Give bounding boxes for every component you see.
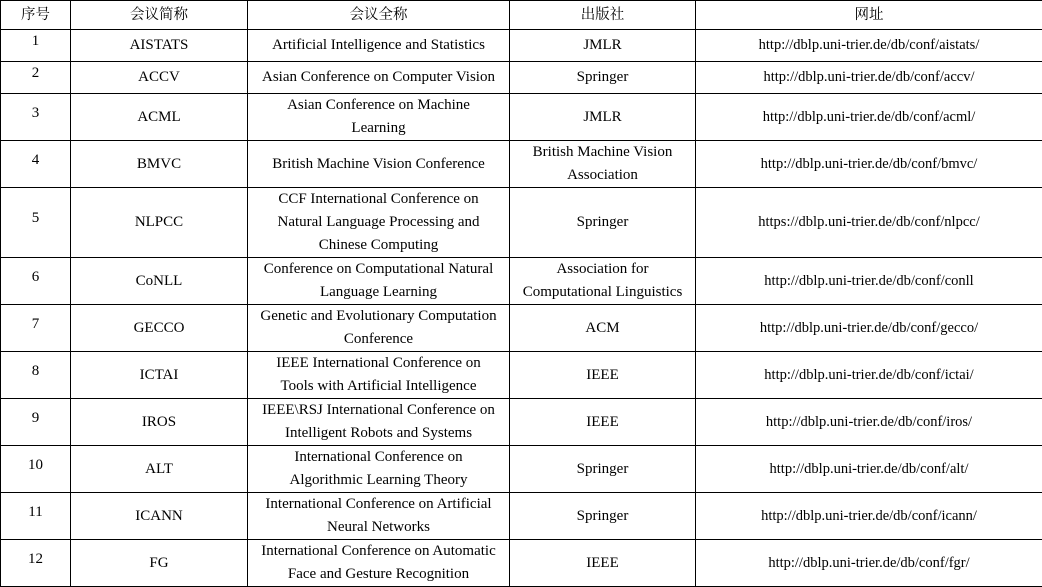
cell-abbr: BMVC [71,141,248,188]
cell-full-name-line: Conference on Computational Natural [264,261,494,277]
cell-no: 1 [1,30,71,62]
cell-full-name-line: International Conference on [294,449,462,465]
table-row [1,446,1042,493]
cell-publisher-line: Computational Linguistics [523,284,683,300]
header-url: 网址 [696,1,1042,30]
header-abbr: 会议简称 [71,1,248,30]
cell-full-name [248,399,510,446]
cell-full-name [248,30,510,62]
cell-full-name [248,62,510,94]
cell-full-name-line: International Conference on Automatic [261,543,496,559]
cell-no: 11 [1,493,71,540]
cell-publisher [510,305,696,352]
cell-publisher [510,188,696,258]
cell-full-name-line: Artificial Intelligence and Statistics [272,37,485,53]
cell-full-name [248,305,510,352]
table-row [1,62,1042,94]
cell-publisher-line: Springer [577,69,629,85]
table-row [1,258,1042,305]
cell-no: 5 [1,188,71,258]
cell-url: http://dblp.uni-trier.de/db/conf/gecco/ [696,305,1042,352]
cell-url: http://dblp.uni-trier.de/db/conf/fgr/ [696,540,1042,587]
cell-full-name [248,352,510,399]
cell-no: 10 [1,446,71,493]
cell-url: http://dblp.uni-trier.de/db/conf/ictai/ [696,352,1042,399]
table-row [1,493,1042,540]
table-row [1,352,1042,399]
cell-publisher-line: ACM [585,320,619,336]
cell-abbr: NLPCC [71,188,248,258]
cell-full-name [248,141,510,188]
cell-publisher [510,30,696,62]
cell-url: http://dblp.uni-trier.de/db/conf/acml/ [696,94,1042,141]
cell-url: http://dblp.uni-trier.de/db/conf/aistats/ [696,30,1042,62]
table-row [1,540,1042,587]
cell-url: http://dblp.uni-trier.de/db/conf/icann/ [696,493,1042,540]
cell-publisher-line: Springer [577,508,629,524]
cell-abbr: ICANN [71,493,248,540]
cell-full-name-line: CCF International Conference on [278,191,478,207]
cell-full-name-line: IEEE International Conference on [276,355,481,371]
cell-url: http://dblp.uni-trier.de/db/conf/conll [696,258,1042,305]
cell-publisher [510,540,696,587]
cell-publisher [510,352,696,399]
table-row [1,305,1042,352]
cell-full-name-line: Language Learning [320,284,437,300]
cell-full-name-line: Tools with Artificial Intelligence [281,378,477,394]
cell-full-name-line: Asian Conference on Computer Vision [262,69,495,85]
cell-publisher-line: IEEE [586,414,618,430]
table-row [1,188,1042,258]
table-row [1,94,1042,141]
cell-no: 12 [1,540,71,587]
cell-url: https://dblp.uni-trier.de/db/conf/nlpcc/ [696,188,1042,258]
cell-publisher-line: IEEE [586,367,618,383]
table-row [1,141,1042,188]
table-row [1,30,1042,62]
cell-publisher-line: Springer [577,214,629,230]
cell-publisher [510,141,696,188]
cell-full-name-line: Chinese Computing [319,237,439,253]
cell-url: http://dblp.uni-trier.de/db/conf/iros/ [696,399,1042,446]
cell-full-name-line: Learning [351,120,405,136]
cell-publisher-line: Association for [556,261,648,277]
cell-no: 7 [1,305,71,352]
cell-full-name-line: Neural Networks [327,519,430,535]
cell-publisher-line: JMLR [583,37,621,53]
cell-publisher [510,258,696,305]
cell-full-name [248,94,510,141]
table-row [1,399,1042,446]
cell-full-name-line: Conference [344,331,413,347]
cell-full-name-line: Asian Conference on Machine [287,97,470,113]
cell-publisher [510,94,696,141]
cell-no: 9 [1,399,71,446]
cell-abbr: ACCV [71,62,248,94]
header-publisher: 出版社 [510,1,696,30]
cell-abbr: ALT [71,446,248,493]
cell-abbr: ICTAI [71,352,248,399]
header-full-name: 会议全称 [248,1,510,30]
cell-publisher-line: JMLR [583,109,621,125]
cell-no: 8 [1,352,71,399]
cell-url: http://dblp.uni-trier.de/db/conf/accv/ [696,62,1042,94]
header-row [1,1,1042,30]
cell-full-name-line: Natural Language Processing and [277,214,479,230]
cell-full-name [248,188,510,258]
cell-full-name [248,258,510,305]
cell-publisher-line: Association [567,167,638,183]
cell-full-name-line: Face and Gesture Recognition [288,566,469,582]
cell-full-name-line: International Conference on Artificial [265,496,491,512]
cell-no: 4 [1,141,71,188]
cell-abbr: CoNLL [71,258,248,305]
cell-abbr: AISTATS [71,30,248,62]
cell-full-name-line: Algorithmic Learning Theory [289,472,467,488]
cell-no: 3 [1,94,71,141]
cell-no: 6 [1,258,71,305]
cell-abbr: FG [71,540,248,587]
cell-publisher-line: IEEE [586,555,618,571]
cell-full-name-line: British Machine Vision Conference [272,156,485,172]
cell-full-name-line: IEEE\RSJ International Conference on [262,402,495,418]
cell-no: 2 [1,62,71,94]
cell-publisher [510,62,696,94]
cell-url: http://dblp.uni-trier.de/db/conf/alt/ [696,446,1042,493]
cell-full-name [248,446,510,493]
cell-full-name-line: Genetic and Evolutionary Computation [260,308,496,324]
cell-publisher [510,446,696,493]
cell-publisher-line: Springer [577,461,629,477]
header-no: 序号 [1,1,71,30]
cell-publisher-line: British Machine Vision [533,144,673,160]
cell-publisher [510,493,696,540]
cell-abbr: ACML [71,94,248,141]
cell-url: http://dblp.uni-trier.de/db/conf/bmvc/ [696,141,1042,188]
cell-full-name-line: Intelligent Robots and Systems [285,425,472,441]
cell-abbr: IROS [71,399,248,446]
cell-full-name [248,493,510,540]
cell-full-name [248,540,510,587]
cell-publisher [510,399,696,446]
cell-abbr: GECCO [71,305,248,352]
